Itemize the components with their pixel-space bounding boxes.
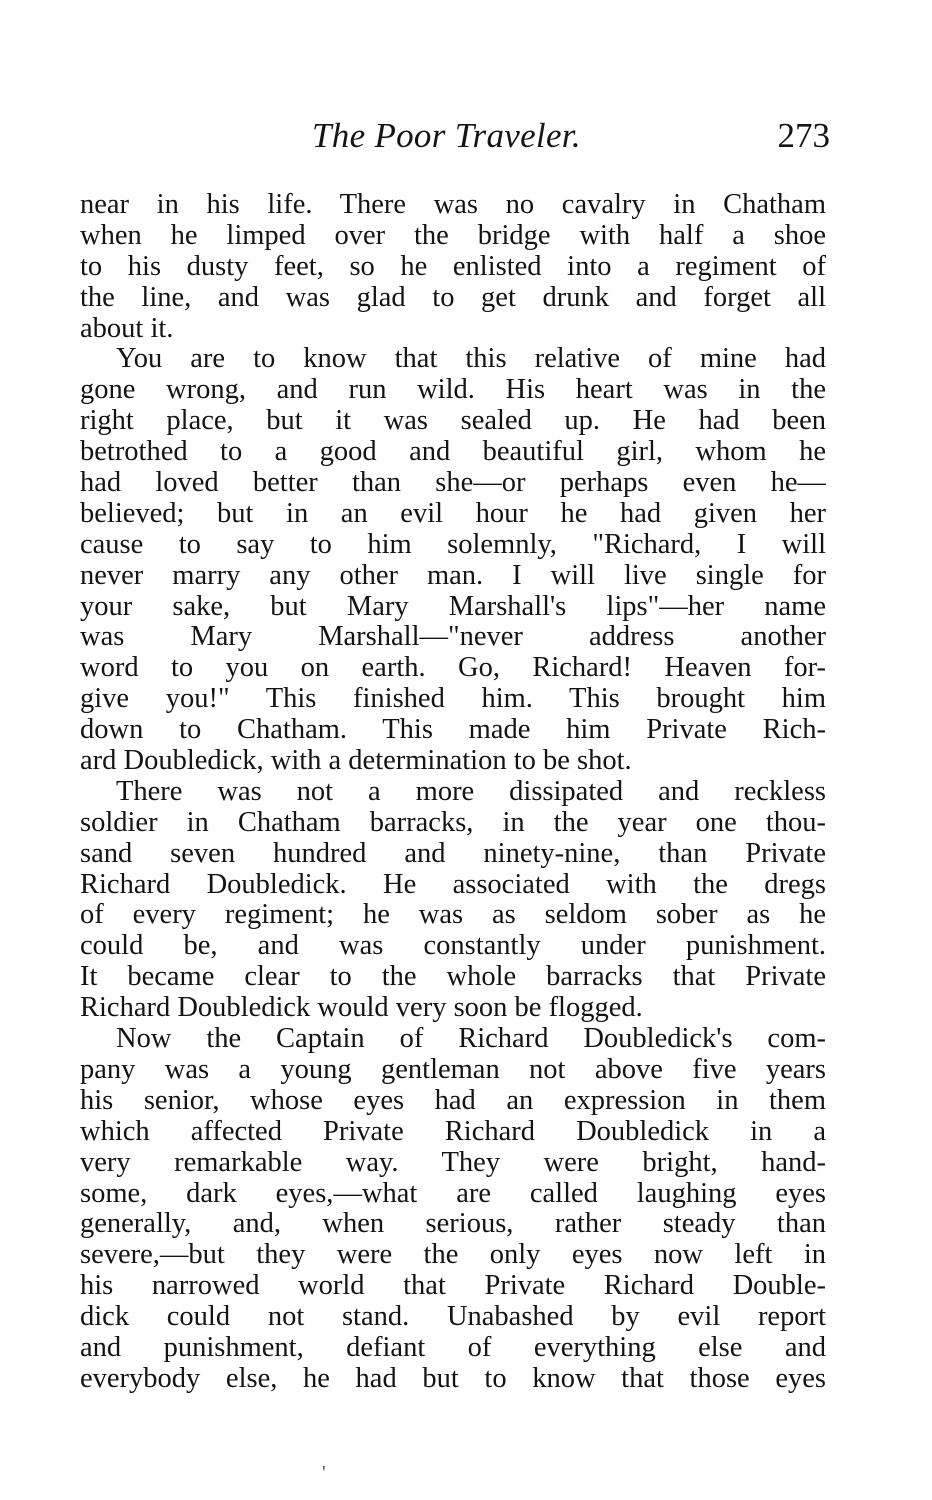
text-line: was Mary Marshall—"never address another (80, 622, 826, 653)
print-speck-mark: ' (322, 1462, 326, 1484)
text-line: There was not a more dissipated and reckless (116, 776, 826, 807)
text-line: about it. (80, 313, 174, 344)
running-header (80, 116, 830, 166)
text-line: word to you on earth. Go, Richard! Heaven for- (80, 653, 826, 684)
running-title: The Poor Traveler. (312, 116, 581, 155)
text-line: very remarkable way. They were bright, hand- (80, 1147, 826, 1178)
text-line: severe,—but they were the only eyes now left in (80, 1240, 826, 1271)
text-line: his narrowed world that Private Richard Double- (80, 1271, 826, 1302)
text-line: had loved better than she—or perhaps even he— (80, 468, 826, 499)
text-line: dick could not stand. Unabashed by evil report (80, 1302, 826, 1333)
text-line: You are to know that this relative of mine had (116, 344, 826, 375)
text-line: your sake, but Mary Marshall's lips"—her name (80, 591, 826, 622)
text-line: give you!" This finished him. This brought him (80, 684, 826, 715)
text-line: near in his life. There was no cavalry in Chatham (80, 190, 826, 220)
text-line: believed; but in an evil hour he had given her (80, 498, 826, 529)
text-line: could be, and was constantly under punishment. (80, 931, 826, 962)
text-line: when he limped over the bridge with half a shoe (80, 220, 826, 251)
text-line: generally, and, when serious, rather steady than (80, 1209, 826, 1240)
text-line: ard Doubledick, with a determination to be shot. (80, 746, 632, 777)
text-line: pany was a young gentleman not above five years (80, 1054, 826, 1085)
text-line: his senior, whose eyes had an expression in them (80, 1085, 826, 1116)
text-line: which affected Private Richard Doubledick in a (80, 1116, 826, 1147)
text-line: everybody else, he had but to know that those eyes (80, 1363, 826, 1394)
text-line: the line, and was glad to get drunk and forget all (80, 282, 826, 313)
text-line: never marry any other man. I will live single for (80, 560, 826, 591)
text-line: some, dark eyes,—what are called laughing eyes (80, 1178, 826, 1209)
text-line: Now the Captain of Richard Doubledick's com- (116, 1024, 826, 1055)
page-number: 273 (777, 116, 830, 155)
body-text (80, 190, 826, 1395)
text-line: right place, but it was sealed up. He had been (80, 406, 826, 437)
text-line: of every regiment; he was as seldom sober as he (80, 900, 826, 931)
text-line: to his dusty feet, so he enlisted into a regiment of (80, 251, 826, 282)
text-line: cause to say to him solemnly, "Richard, I will (80, 529, 826, 560)
text-line: down to Chatham. This made him Private Rich- (80, 715, 826, 746)
text-line: Richard Doubledick would very soon be flogged. (80, 993, 643, 1024)
text-line: gone wrong, and run wild. His heart was in the (80, 375, 826, 406)
text-line: sand seven hundred and ninety-nine, than Private (80, 838, 826, 869)
text-line: betrothed to a good and beautiful girl, whom he (80, 437, 826, 468)
text-line: Richard Doubledick. He associated with the dregs (80, 869, 826, 900)
text-line: and punishment, defiant of everything else and (80, 1332, 826, 1363)
text-line: soldier in Chatham barracks, in the year one thou- (80, 807, 826, 838)
text-line: It became clear to the whole barracks that Private (80, 962, 826, 993)
